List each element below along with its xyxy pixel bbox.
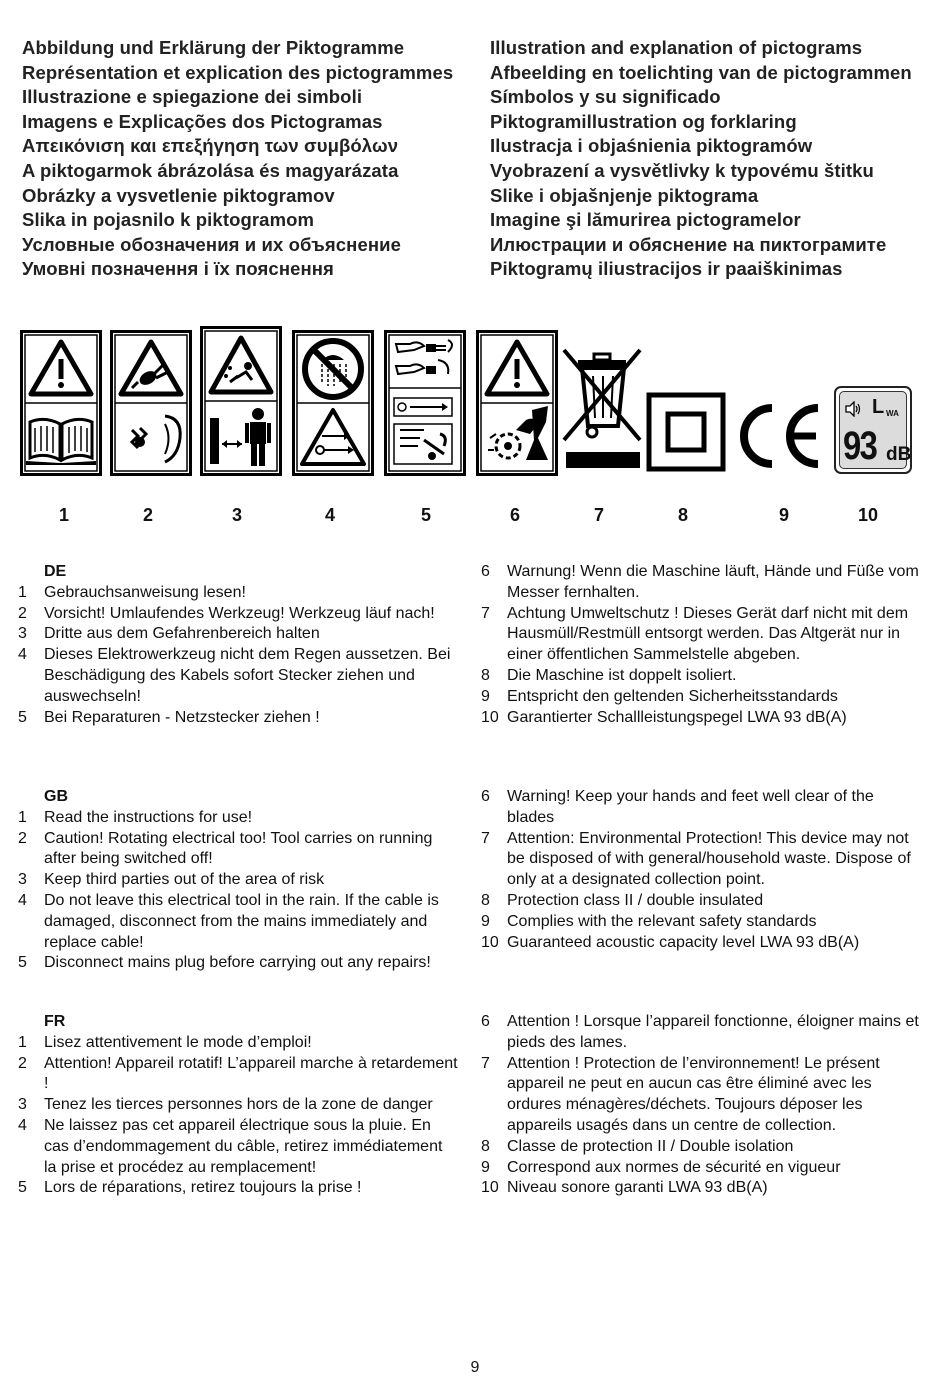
ce-mark-icon: [732, 400, 826, 472]
list-item: 10 Niveau sonore garanti LWA 93 dB(A): [481, 1179, 768, 1197]
noise-label-l: L: [872, 396, 885, 418]
noise-unit: dB: [886, 444, 912, 465]
header-line: Vyobrazení a vysvětlivky k typovému štitku: [490, 159, 874, 181]
section-code: DE: [44, 563, 67, 580]
pictogram-number: 6: [509, 505, 520, 525]
pictogram-number: 9: [778, 505, 789, 525]
section-gb-left: [18, 787, 458, 974]
keep-distance-pictogram: [200, 326, 282, 476]
header-right-column: [490, 36, 912, 282]
header-line: Slika in pojasnilo k piktogramom: [22, 209, 315, 231]
noise-value: 93: [843, 424, 877, 468]
header-line: Imagens e Explicações dos Pictogramas: [22, 110, 383, 132]
list-item: 4 Ne laissez pas cet appareil électrique sous la pluie. En cas d’endommagement du câble, retirez immédiatement la prise et procédez au remplacement!: [18, 1116, 443, 1176]
list-item: 2 Attention! Appareil rotatif! L’appareil marche à retardement !: [18, 1054, 458, 1093]
disconnect-plug-pictogram: [384, 330, 466, 476]
weee-bin-icon: [560, 346, 646, 472]
list-item: 6 Warning! Keep your hands and feet well clear of the blades: [481, 788, 874, 826]
pictogram-number: 1: [58, 505, 69, 525]
section-de-right: [481, 562, 921, 728]
header-line: Símbolos y su significado: [490, 86, 721, 108]
pictogram-number: 3: [231, 505, 242, 525]
list-item: 3 Tenez les tierces personnes hors de la zone de danger: [18, 1096, 433, 1114]
header-line: Obrázky a vysvetlenie piktogramov: [22, 184, 335, 206]
header-line: Умовні позначення і їх пояснення: [22, 258, 334, 280]
pictogram-number: 5: [420, 505, 431, 525]
list-item: 2 Vorsicht! Umlaufendes Werkzeug! Werkzeug läuf nach!: [18, 604, 435, 622]
noise-label-sub: WA: [886, 409, 899, 418]
no-rain-pictogram: [292, 330, 374, 476]
list-item: 4 Do not leave this electrical tool in the rain. If the cable is damaged, disconnect from the mains immediately and replace cable!: [18, 891, 439, 951]
pictogram-number: 10: [857, 505, 879, 525]
section-code: GB: [44, 788, 68, 805]
header-line: Илюстрации и обяснение на пиктограмите: [490, 233, 887, 255]
header-line: Représentation et explication des pictogrammes: [22, 61, 454, 83]
pictogram-number: 2: [142, 505, 153, 525]
list-item: 5 Disconnect mains plug before carrying out any repairs!: [18, 954, 431, 972]
speaker-icon: [844, 401, 862, 417]
list-item: 5 Bei Reparaturen - Netzstecker ziehen !: [18, 708, 320, 726]
list-item: 7 Attention: Environmental Protection! This device may not be disposed of with general/household waste. Dispose of only at a designated collection point.: [481, 829, 911, 889]
list-item: 8 Protection class II / double insulated: [481, 891, 764, 909]
list-item: 1 Gebrauchsanweisung lesen!: [18, 583, 246, 601]
list-item: 10 Garantierter Schallleistungspegel LWA 93 dB(A): [481, 708, 847, 726]
header-line: Ilustracja i objaśnienia piktogramów: [490, 135, 813, 157]
pictogram-number: 4: [324, 505, 335, 525]
section-gb-right: [481, 787, 921, 953]
header-line: Условные обозначения и их объяснение: [22, 233, 401, 255]
section-fr-left: [18, 1012, 458, 1199]
list-item: 6 Attention ! Lorsque l’appareil fonctionne, éloigner mains et pieds des lames.: [481, 1013, 919, 1051]
header-line: Afbeelding en toelichting van de pictogrammen: [490, 61, 912, 83]
header-line: Illustrazione e spiegazione dei simboli: [22, 86, 363, 108]
hands-feet-away-pictogram: [476, 330, 558, 476]
section-fr-right: [481, 1012, 921, 1199]
page-number: 9: [470, 1359, 480, 1376]
list-item: 9 Correspond aux normes de sécurité en vigueur: [481, 1158, 841, 1176]
list-item: 9 Entspricht den geltenden Sicherheitsstandards: [481, 687, 838, 705]
header-line: Slike i objašnjenje piktograma: [490, 184, 759, 206]
header-line: Abbildung und Erklärung der Piktogramme: [22, 37, 405, 58]
list-item: 2 Caution! Rotating electrical too! Tool carries on running after being switched off!: [18, 829, 433, 868]
list-item: 1 Lisez attentivement le mode d’emploi!: [18, 1033, 312, 1051]
list-item: 3 Keep third parties out of the area of risk: [18, 871, 325, 889]
list-item: 7 Achtung Umweltschutz ! Dieses Gerät darf nicht mit dem Hausmüll/Restmüll entsorgt werden. Das Altgerät nur in einer öffentlichen Sammelstelle abgeben.: [481, 604, 909, 664]
rotating-tool-pictogram: [110, 330, 192, 476]
read-manual-pictogram: [20, 330, 102, 476]
list-item: 6 Warnung! Wenn die Maschine läuft, Hände und Füße vom Messer fernhalten.: [481, 563, 919, 601]
list-item: 7 Attention ! Protection de l’environnement! Le présent appareil ne peut en aucun cas être éliminé avec les ordures ménagères/déchets. Toujours déposer les appareils usagés dans un centre de collection.: [481, 1054, 880, 1134]
pictogram-number: 8: [677, 505, 688, 525]
double-insulation-icon: [646, 392, 726, 472]
header-line: Illustration and explanation of pictograms: [490, 37, 863, 58]
header-line: Piktogramų iliustracijos ir paaiškinimas: [490, 258, 843, 280]
noise-level-label: [834, 386, 912, 474]
list-item: 9 Complies with the relevant safety standards: [481, 912, 817, 930]
list-item: 4 Dieses Elektrowerkzeug nicht dem Regen aussetzen. Bei Beschädigung des Kabels sofort Stecker ziehen und auswechseln!: [18, 646, 451, 705]
list-item: 8 Die Maschine ist doppelt isoliert.: [481, 666, 737, 684]
list-item: 1 Read the instructions for use!: [18, 808, 253, 826]
header-line: Piktogramillustration og forklaring: [490, 110, 797, 132]
section-code: FR: [44, 1013, 66, 1030]
list-item: 3 Dritte aus dem Gefahrenbereich halten: [18, 625, 320, 643]
header-line: A piktogarmok ábrázolása és magyarázata: [22, 159, 399, 181]
list-item: 10 Guaranteed acoustic capacity level LWA 93 dB(A): [481, 933, 860, 951]
section-de-left: [18, 562, 458, 728]
pictogram-number: 7: [593, 505, 604, 525]
header-left-column: [22, 36, 453, 282]
list-item: 8 Classe de protection II / Double isolation: [481, 1137, 794, 1155]
list-item: 5 Lors de réparations, retirez toujours la prise !: [18, 1179, 362, 1197]
header-line: Imagine şi lămurirea pictogramelor: [490, 209, 801, 231]
header-line: Απεικόνιση και επεξήγηση των συμβόλων: [22, 135, 399, 157]
